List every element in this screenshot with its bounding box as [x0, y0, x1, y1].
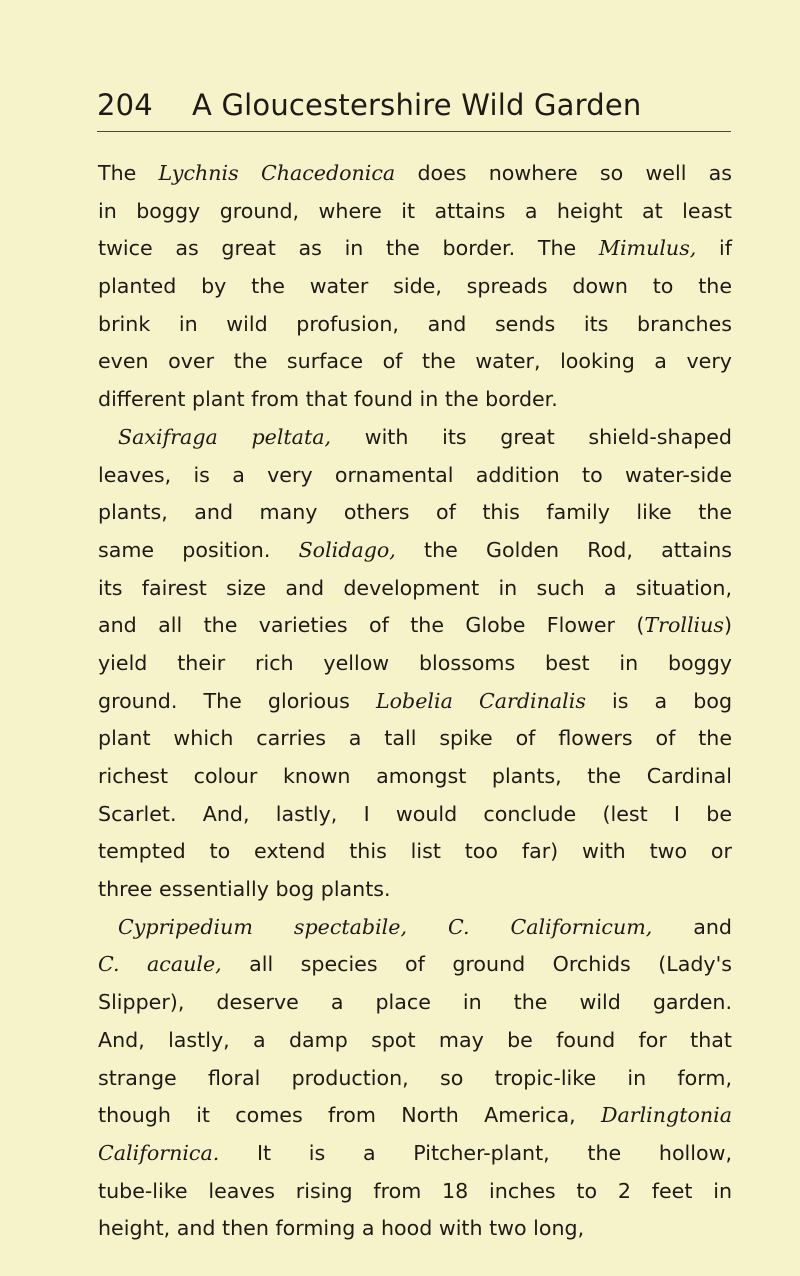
text-line — [98, 833, 732, 871]
italic-text-run: C. acaule, — [98, 952, 222, 977]
italic-text-run: Darlingtonia — [600, 1103, 732, 1128]
text-line — [98, 193, 732, 231]
text-line — [98, 645, 732, 683]
text-line — [98, 268, 732, 306]
italic-text-run: Lychnis Chacedonica — [158, 161, 396, 185]
text-line — [98, 946, 732, 984]
header-rule — [97, 131, 731, 132]
text-run: It is a Pitcher-plant, the hollow, — [219, 1140, 732, 1165]
text-run: and all the varieties of the Globe Flower ( — [98, 613, 645, 638]
text-run: though it comes from North America, — [98, 1103, 601, 1128]
text-line — [98, 1022, 732, 1060]
text-line — [98, 155, 732, 193]
text-line — [98, 1135, 732, 1173]
text-line — [98, 683, 732, 721]
text-run: all species of ground Orchids (Lady's — [221, 952, 732, 977]
text-run: ground. The glorious — [98, 688, 376, 713]
text-line — [98, 720, 732, 758]
italic-text-run: Solidago, — [298, 537, 396, 562]
text-run: three essentially bog plants. — [98, 877, 391, 902]
italic-text-run: Trollius — [644, 613, 724, 638]
text-run: same position. — [98, 537, 299, 562]
text-line — [98, 457, 732, 495]
text-line — [98, 796, 732, 834]
text-run: Slipper), deserve a place in the wild garden. — [98, 990, 732, 1015]
page-number: 204 — [97, 88, 153, 122]
page-header — [97, 82, 731, 132]
text-line — [98, 1097, 732, 1135]
italic-text-run: Californica. — [98, 1140, 220, 1165]
text-run: strange floral production, so tropic-like in form, — [98, 1065, 732, 1090]
text-line — [98, 1060, 732, 1098]
text-line — [98, 532, 732, 570]
text-run: height, and then forming a hood with two long, — [98, 1216, 585, 1241]
text-run: if — [696, 236, 732, 261]
text-line — [98, 758, 732, 796]
text-run: leaves, is a very ornamental addition to water-side — [98, 462, 732, 487]
italic-text-run: Lobelia Cardinalis — [375, 688, 586, 713]
text-line — [98, 1173, 732, 1211]
text-line — [98, 984, 732, 1022]
text-run: does nowhere so well as — [395, 161, 732, 185]
text-line — [98, 607, 732, 645]
italic-text-run: Mimulus, — [598, 236, 697, 261]
text-line — [98, 343, 732, 381]
text-run: its fairest size and development in such a situation, — [98, 575, 732, 600]
text-run: is a bog — [585, 688, 733, 713]
text-run: tempted to extend this list too far) with two or — [98, 839, 732, 864]
text-run: plant which carries a tall spike of flowers of the — [98, 726, 732, 751]
text-line — [98, 570, 732, 608]
text-run: richest colour known amongst plants, the Cardinal — [98, 764, 732, 788]
text-line — [98, 494, 732, 532]
text-line — [98, 419, 732, 457]
text-run: tube-like leaves rising from 18 inches to 2 feet in — [98, 1178, 732, 1203]
text-line — [98, 909, 732, 947]
running-title: A Gloucestershire Wild Garden — [192, 88, 642, 122]
text-run: plants, and many others of this family like the — [98, 500, 732, 525]
text-run: And, lastly, a damp spot may be found for that — [98, 1027, 732, 1052]
text-run: ) — [723, 613, 732, 638]
text-run: brink in wild profusion, and sends its branches — [98, 311, 732, 336]
body-text — [98, 155, 732, 1248]
italic-text-run: Cypripedium spectabile, C. Californicum, — [118, 914, 653, 939]
text-run: planted by the water side, spreads down to the — [98, 274, 732, 299]
text-run: yield their rich yellow blossoms best in boggy — [98, 650, 732, 675]
text-run: in boggy ground, where it attains a height at least — [98, 198, 732, 223]
text-line — [98, 871, 732, 909]
text-run: even over the surface of the water, looking a very — [98, 349, 732, 374]
text-run: twice as great as in the border. The — [98, 236, 599, 261]
text-line — [98, 230, 732, 268]
text-run: the Golden Rod, attains — [395, 537, 732, 562]
text-line — [98, 306, 732, 344]
italic-text-run: Saxifraga peltata, — [118, 424, 332, 449]
text-run: different plant from that found in the border. — [98, 387, 558, 412]
text-line — [98, 1210, 732, 1248]
text-run: with its great shield-shaped — [331, 424, 733, 449]
text-line — [98, 381, 732, 419]
text-run: Scarlet. And, lastly, I would conclude (lest I be — [98, 801, 732, 826]
text-run: The — [98, 161, 159, 185]
text-run: and — [652, 914, 732, 939]
